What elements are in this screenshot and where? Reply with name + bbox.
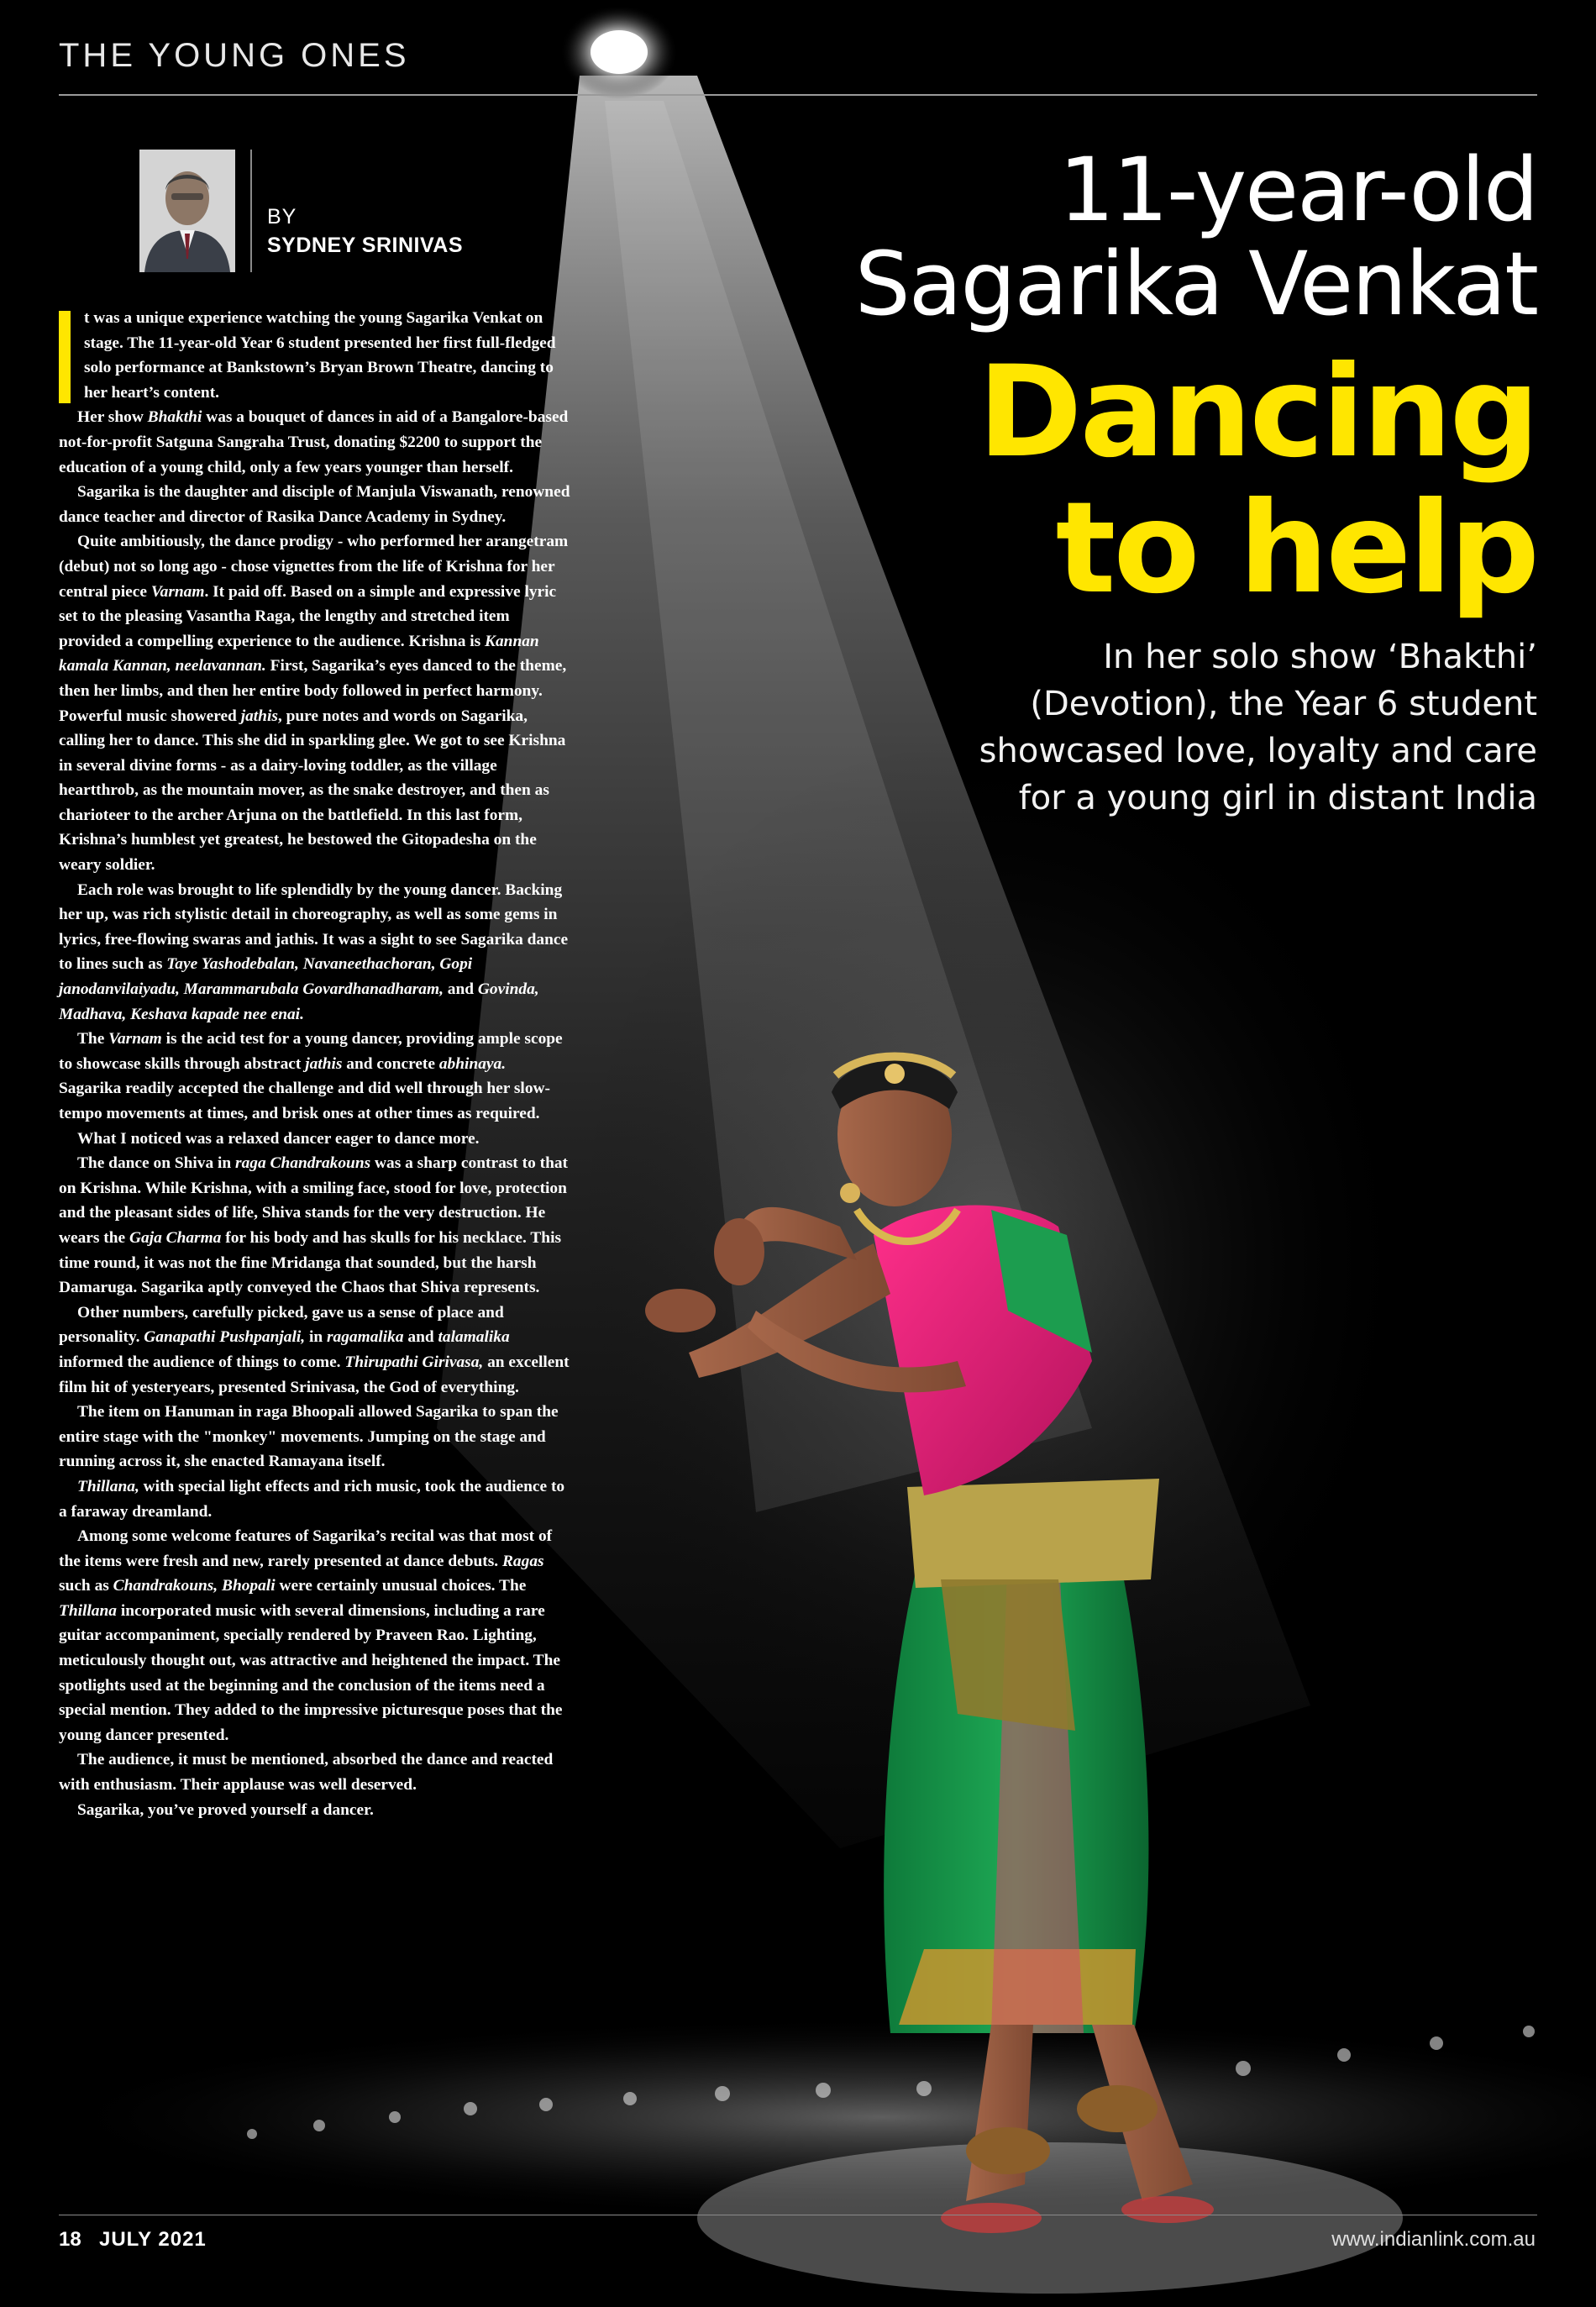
paragraph-text: Other numbers, carefully picked, gave us a sense of place and personality. xyxy=(59,1303,504,1347)
article-body xyxy=(59,306,571,1822)
author-photo xyxy=(139,150,235,272)
header-divider xyxy=(59,94,1537,96)
paragraph-text: Her show xyxy=(77,408,148,427)
paragraph-text: in xyxy=(305,1328,327,1347)
paragraph-text: Each role was brought to life splendidly by the young dancer. Backing her up, was rich stylistic detail in choreography, as well as some gems in lyrics, free-flowing swaras and jathis. It was a sight to see Sagarika dance to lines such as xyxy=(59,880,569,974)
paragraph xyxy=(59,878,571,1027)
site-url-link[interactable]: www.indianlink.com.au xyxy=(1331,2228,1536,2251)
page-number: 18 xyxy=(59,2228,81,2251)
italic-text: ragamalika xyxy=(326,1328,404,1347)
headline-title xyxy=(781,339,1537,622)
byline-divider xyxy=(250,150,252,272)
paragraph xyxy=(59,1747,571,1797)
kicker-line-1: 11-year-old xyxy=(1058,139,1537,241)
paragraph-text: The audience, it must be mentioned, absorbed the dance and reacted with enthusiasm. Their applause was well deserved. xyxy=(59,1751,554,1795)
title-line-2: to help xyxy=(1055,476,1537,622)
paragraph-text: , pure notes and words on Sagarika, calling her to dance. This she did in sparkling glee. We got to see Krishna in several divine forms - as a dairy-loving toddler, as the village heartthrob, as the mountain mover, as the snake destroyer, and then as charioteer to the archer Arjuna on the battlefield. In this last form, Krishna’s humblest yet greatest, he bestowed the Gitopadesha on the weary soldier. xyxy=(59,707,566,875)
paragraph-text: an excellent film hit of yesteryears, presented Srinivasa, the God of everything. xyxy=(59,1353,570,1396)
paragraph-text: What I noticed was a relaxed dancer eager to dance more. xyxy=(77,1129,480,1148)
paragraph xyxy=(59,1400,571,1474)
italic-text: Varnam xyxy=(150,582,205,601)
paragraph-text: for his body and has skulls for his necklace. This time round, it was not the fine Mridanga that sounded, but the harsh Damaruga. Sagarika aptly conveyed the Chaos that Shiva represents. xyxy=(59,1228,562,1297)
paragraph xyxy=(59,1524,571,1747)
paragraph xyxy=(59,306,571,405)
paragraph xyxy=(59,1798,571,1823)
paragraph-text: were certainly unusual choices. The xyxy=(275,1577,527,1595)
paragraph-text: and xyxy=(443,980,478,999)
headline-kicker xyxy=(781,139,1537,335)
paragraph xyxy=(59,1301,571,1400)
paragraph-text: The xyxy=(77,1030,109,1048)
paragraph-text: Sagarika is the daughter and disciple of Manjula Viswanath, renowned dance teacher and director of Rasika Dance Academy in Sydney. xyxy=(59,483,570,526)
italic-text: Chandrakouns, Bhopali xyxy=(113,1577,276,1595)
paragraph-text: informed the audience of things to come. xyxy=(59,1353,345,1371)
italic-text: Ragas xyxy=(502,1552,544,1570)
paragraph xyxy=(59,1151,571,1301)
italic-text: Ganapathi Pushpanjali, xyxy=(144,1328,306,1347)
paragraph xyxy=(59,1027,571,1126)
paragraph-text: was a sharp contrast to that on Krishna. While Krishna, with a smiling face, stood for love, protection and the pleasant sides of life, Shiva stands for the very destruction. He wears the xyxy=(59,1154,569,1247)
section-label: THE YOUNG ONES xyxy=(59,37,410,74)
paragraph xyxy=(59,1127,571,1152)
author-name: SYDNEY SRINIVAS xyxy=(267,234,464,257)
italic-text: Thillana xyxy=(59,1601,117,1620)
italic-text: Govinda, Madhava, Keshava kapade nee enai. xyxy=(59,980,539,1023)
paragraph-text: such as xyxy=(59,1577,113,1595)
italic-text: Gaja Charma xyxy=(129,1228,222,1247)
paragraph-text: Sagarika readily accepted the challenge and did well through her slow-tempo movements at times, and brisk ones at other times as required. xyxy=(59,1080,550,1122)
italic-text: Bhakthi xyxy=(147,408,202,427)
paragraph-text: . It paid off. Based on a simple and expressive lyric set to the pleasing Vasantha Raga, the lengthy and stretched item provided a compelling experience to the audience. Krishna is xyxy=(59,582,557,650)
italic-text: Taye Yashodebalan, Navaneethachoran, Gopi janodanvilaiyadu, Marammarubala Govardhanadharam, xyxy=(59,955,473,999)
italic-text: Thillana, xyxy=(77,1477,139,1495)
italic-text: abhinaya. xyxy=(438,1054,507,1073)
paragraph-text: is the acid test for a young dancer, providing ample scope to showcase skills through abstract xyxy=(59,1030,563,1073)
byline-prefix: BY xyxy=(267,205,297,229)
paragraph xyxy=(59,405,571,480)
paragraph-text: incorporated music with several dimensions, including a rare guitar accompaniment, specially rendered by Praveen Rao. Lighting, meticulously thought out, was attractive and heightened the impact. The spotlights used at the beginning and the conclusion of the items need a special mention. They added to the impressive picturesque poses that the young dancer presented. xyxy=(59,1601,563,1744)
italic-text: Thirupathi Girivasa, xyxy=(344,1353,484,1371)
italic-text: Varnam xyxy=(108,1030,162,1048)
kicker-line-2: Sagarika Venkat xyxy=(854,233,1537,335)
paragraph xyxy=(59,529,571,877)
paragraph-text: with special light effects and rich music, took the audience to a faraway dreamland. xyxy=(59,1477,565,1521)
paragraph-text: The item on Hanuman in raga Bhoopali allowed Sagarika to span the entire stage with the "monkey" movements. Jumping on the stage and running across it, she enacted Ramayana itself. xyxy=(59,1403,559,1471)
paragraph xyxy=(59,480,571,529)
paragraph-text: t was a unique experience watching the young Sagarika Venkat on stage. The 11-year-old Year 6 student presented her first full-fledged solo performance at Bankstown’s Bryan Brown Theatre, dancing to her heart’s content. xyxy=(84,309,556,402)
italic-text: Kannan kamala Kannan, neelavannan. xyxy=(59,632,539,675)
italic-text: raga Chandrakouns xyxy=(235,1154,371,1173)
issue-date: JULY 2021 xyxy=(99,2228,207,2251)
paragraph-text: and xyxy=(403,1328,438,1347)
paragraph-text: Quite ambitiously, the dance prodigy - who performed her arangetram (debut) not so long ago - chose vignettes from the life of Krishna for her central piece xyxy=(59,533,569,601)
title-line-1: Dancing xyxy=(977,339,1537,486)
paragraph-text: and concrete xyxy=(342,1054,439,1073)
paragraph-text: was a bouquet of dances in aid of a Bangalore-based not-for-profit Satguna Sangraha Trust, donating $2200 to support the education of a young child, only a few years younger than herself. xyxy=(59,408,569,476)
paragraph-text: Sagarika, you’ve proved yourself a dancer. xyxy=(77,1800,374,1819)
italic-text: jathis xyxy=(240,707,278,725)
drop-cap-marker xyxy=(59,311,71,403)
italic-text: talamalika xyxy=(438,1328,510,1347)
standfirst: In her solo show ‘Bhakthi’ (Devotion), the Year 6 student showcased love, loyalty and care for a young girl in distant India xyxy=(979,638,1537,817)
italic-text: jathis xyxy=(305,1054,343,1073)
paragraph xyxy=(59,1474,571,1524)
paragraph-text: Among some welcome features of Sagarika’s recital was that most of the items were fresh and new, rarely presented at dance debuts. xyxy=(59,1527,553,1570)
paragraph-text: First, Sagarika’s eyes danced to the theme, then her limbs, and then her entire body followed in perfect harmony. Powerful music showered xyxy=(59,657,567,725)
paragraph-text: The dance on Shiva in xyxy=(77,1154,236,1173)
